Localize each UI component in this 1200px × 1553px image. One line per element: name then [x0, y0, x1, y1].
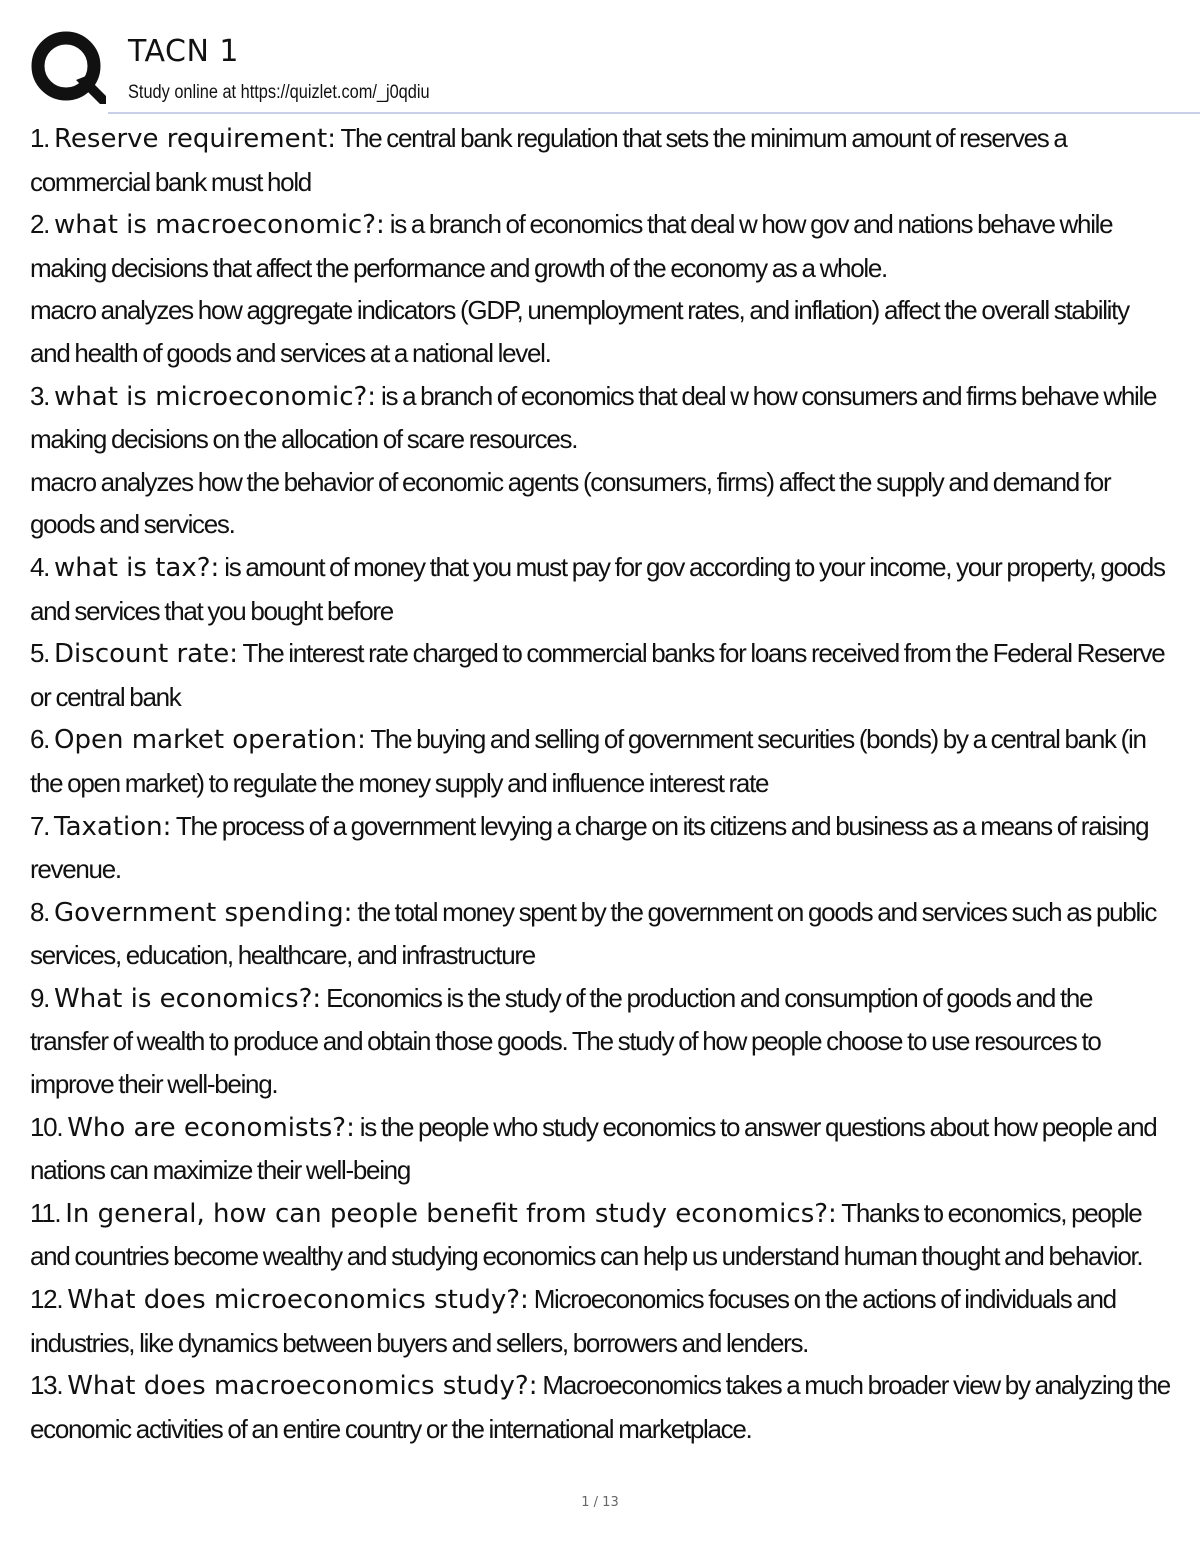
item-term: Open market operation: [54, 725, 366, 756]
item-number: 1. [30, 123, 50, 153]
item-number: 6. [30, 724, 50, 755]
item-number: 13. [30, 1370, 63, 1401]
item-number: 3. [30, 380, 50, 411]
page-number: 1 / 13 [581, 1495, 619, 1510]
item-number: 5. [30, 638, 50, 669]
item-term: What does macroeconomics study?: [67, 1371, 538, 1402]
list-item [30, 117, 1170, 203]
item-term: In general, how can people benefit from study economics?: [65, 1198, 837, 1229]
flashcard-list [30, 117, 1170, 1450]
item-definition: The central bank regulation that sets the minimum amount of reserves a commercial bank must hold [30, 123, 1067, 197]
item-definition: Microeconomics focuses on the actions of individuals and industries, like dynamics between buyers and sellers, borrowers and lenders. [30, 1284, 1116, 1358]
header-divider [108, 112, 1200, 114]
item-term: what is microeconomic?: [54, 381, 377, 412]
list-item [30, 546, 1170, 632]
item-number: 4. [30, 551, 50, 582]
item-definition: Macroeconomics takes a much broader view by analyzing the economic activities of an entire country or the international marketplace. [30, 1370, 1170, 1444]
item-number: 12. [30, 1284, 63, 1315]
item-definition: Economics is the study of the production and consumption of goods and the transfer of wealth to produce and obtain those goods. The study of how people choose to use resources to improve their well-being. [30, 982, 1101, 1100]
item-definition: the total money spent by the government on goods and services such as public services, education, healthcare, and infrastructure [30, 896, 1157, 971]
list-item [30, 1106, 1170, 1192]
item-definition: The buying and selling of government securities (bonds) by a central bank (in the open market) to regulate the money supply and influence interest rate [30, 724, 1146, 798]
item-definition: is amount of money that you must pay for gov according to your income, your property, goods and services that you bought before [30, 551, 1165, 626]
item-number: 9. [30, 982, 50, 1013]
item-definition: is a branch of economics that deal w how gov and nations behave while making decisions that affect the performance and growth of the economy as a whole. [30, 209, 1113, 283]
list-item [30, 632, 1170, 718]
item-term: What does microeconomics study?: [67, 1285, 529, 1316]
item-term: Government spending: [54, 897, 353, 928]
list-item [30, 718, 1170, 804]
list-item [30, 977, 1170, 1106]
list-item [30, 1278, 1170, 1364]
item-definition-extra: macro analyzes how aggregate indicators (GDP, unemployment rates, and inflation) affect the overall stability and health of goods and services at a national level. [30, 295, 1129, 368]
item-number: 10. [30, 1111, 63, 1142]
item-term: Discount rate: [54, 639, 239, 670]
list-item [30, 1192, 1170, 1278]
list-item [30, 375, 1170, 546]
document-header [30, 30, 1170, 110]
item-term: What is economics?: [54, 983, 322, 1014]
item-number: 11. [30, 1197, 61, 1228]
item-definition: Thanks to economics, people and countries become wealthy and studying economics can help us understand human thought and behavior. [30, 1197, 1143, 1272]
item-definition: The process of a government levying a charge on its citizens and business as a means of raising revenue. [30, 810, 1149, 885]
item-term: what is macroeconomic?: [54, 210, 385, 241]
item-definition: The interest rate charged to commercial banks for loans received from the Federal Reserve or central bank [30, 638, 1165, 712]
item-number: 8. [30, 896, 50, 927]
item-term: what is tax?: [54, 552, 220, 583]
item-definition: is the people who study economics to answer questions about how people and nations can maximize their well-being [30, 1111, 1157, 1186]
quizlet-logo-icon [30, 30, 106, 106]
item-term: Reserve requirement: [54, 124, 336, 154]
item-number: 2. [30, 209, 50, 240]
document-title: TACN 1 [128, 34, 240, 69]
item-term: Who are economists?: [67, 1112, 355, 1143]
list-item [30, 1364, 1170, 1450]
item-definition-extra: macro analyzes how the behavior of economic agents (consumers, firms) affect the supply and demand for goods and services. [30, 466, 1111, 540]
item-term: Taxation: [54, 811, 172, 842]
study-online-link-text: Study online at https://quizlet.com/_j0qdiu [128, 82, 430, 103]
item-number: 7. [30, 810, 50, 841]
list-item [30, 891, 1170, 977]
list-item [30, 203, 1170, 374]
item-definition: is a branch of economics that deal w how consumers and firms behave while making decisions on the allocation of scare resources. [30, 380, 1157, 455]
list-item [30, 805, 1170, 891]
